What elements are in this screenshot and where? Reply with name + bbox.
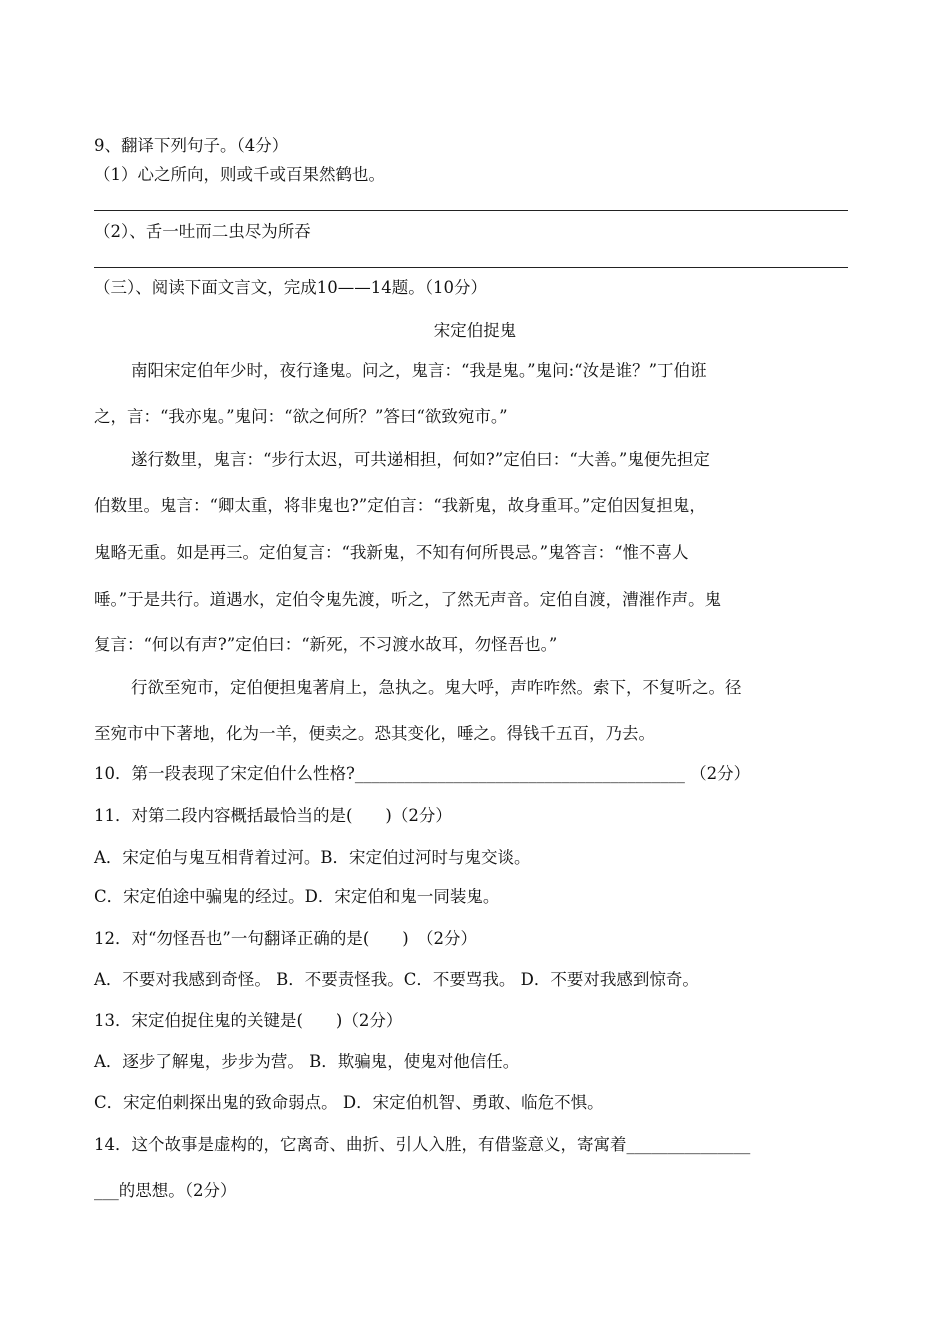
passage-p3-line2: 至宛市中下著地，化为一羊，便卖之。恐其变化，唾之。得钱千五百，乃去。 (94, 724, 655, 743)
answer-line-2 (94, 267, 848, 268)
question-12-options: A．不要对我感到奇怪。 B．不要责怪我。C．不要骂我。 D．不要对我感到惊奇。 (94, 970, 699, 989)
q9-sentence-2: （2）、舌一吐而二虫尽为所吞 (94, 222, 311, 241)
passage-p2-line3: 鬼略无重。如是再三。定伯复言：“我新鬼，不知有何所畏忌。”鬼答言：“惟不喜人 (94, 543, 689, 562)
question-11-options-cd: C．宋定伯途中骗鬼的经过。D．宋定伯和鬼一同装鬼。 (94, 887, 500, 906)
q9-heading: 9、翻译下列句子。（4分） (94, 136, 289, 155)
question-13: 13．宋定伯捉住鬼的关键是( )（2分） (94, 1011, 403, 1030)
question-13-options-cd: C．宋定伯刺探出鬼的致命弱点。 D．宋定伯机智、勇敢、临危不惧。 (94, 1093, 604, 1112)
section-3-heading: （三）、阅读下面文言文，完成10——14题。（10分） (94, 278, 487, 297)
question-13-options-ab: A．逐步了解鬼，步步为营。 B．欺骗鬼，使鬼对他信任。 (94, 1052, 520, 1071)
answer-line-1 (94, 210, 848, 211)
passage-p2-line5: 复言：“何以有声?”定伯曰：“新死，不习渡水故耳，勿怪吾也。” (94, 635, 558, 654)
passage-p2-line2: 伯数里。鬼言：“卿太重，将非鬼也?”定伯言：“我新鬼，故身重耳。”定伯因复担鬼， (94, 496, 706, 515)
question-11: 11．对第二段内容概括最恰当的是( )（2分） (94, 806, 452, 825)
question-11-options-ab: A．宋定伯与鬼互相背着过河。B．宋定伯过河时与鬼交谈。 (94, 848, 531, 867)
passage-title: 宋定伯捉鬼 (433, 321, 517, 340)
passage-p1-line2: 之，言：“我亦鬼。”鬼问：“欲之何所？”答曰“欲致宛市。” (94, 407, 508, 426)
q9-sentence-1: （1）心之所向，则或千或百果然鹤也。 (94, 165, 385, 184)
question-14-line1: 14．这个故事是虚构的，它离奇、曲折、引人入胜，有借鉴意义，寄寓着_______________ (94, 1135, 751, 1154)
question-10: 10．第一段表现了宋定伯什么性格?________________________________________ （2分） (94, 764, 751, 783)
passage-p2-line4: 唾。”于是共行。道遇水，定伯令鬼先渡，听之，了然无声音。定伯自渡，漕漼作声。鬼 (94, 590, 722, 609)
passage-p3-line1: 行欲至宛市，定伯便担鬼著肩上，急执之。鬼大呼，声咋咋然。索下，不复听之。径 (131, 678, 742, 697)
question-14-line2: ___的思想。（2分） (94, 1181, 237, 1200)
passage-p1-line1: 南阳宋定伯年少时，夜行逢鬼。问之，鬼言：“我是鬼。”鬼问:“汝是谁？”丁伯诳 (131, 361, 707, 380)
question-12: 12．对“勿怪吾也”一句翻译正确的是( ) （2分） (94, 929, 477, 948)
passage-p2-line1: 遂行数里，鬼言：“步行太迟，可共递相担，何如?”定伯曰：“大善。”鬼便先担定 (131, 450, 710, 469)
